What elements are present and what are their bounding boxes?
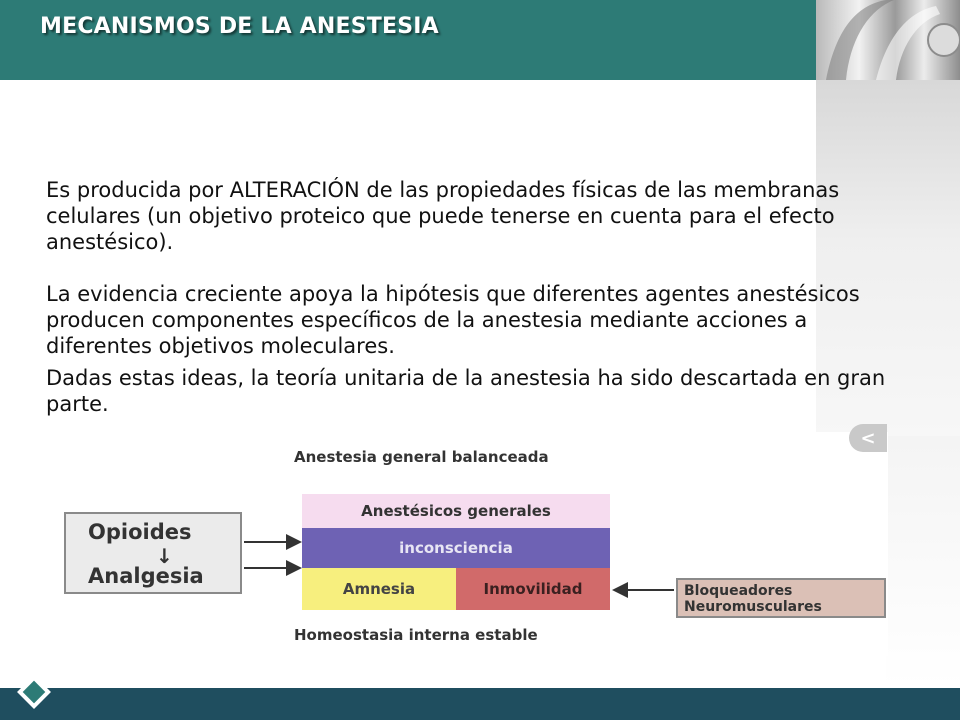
- generales-box: Anestésicos generales: [302, 494, 610, 528]
- bloqueadores-line-2: Neuromusculares: [684, 599, 822, 615]
- inmovilidad-box: Inmovilidad: [456, 568, 610, 610]
- paragraph-1: Es producida por ALTERACIÓN de las propiedades físicas de las membranas celulares (un objetivo proteico que puede tenerse en cuenta para el efecto anestésico).: [46, 178, 840, 254]
- analgesia-label: Analgesia: [88, 564, 204, 588]
- opioides-box: [64, 512, 242, 594]
- inconsciencia-box: inconsciencia: [302, 528, 610, 568]
- diamond-logo-icon: [14, 672, 54, 712]
- bloqueadores-box: [676, 578, 886, 618]
- footer-bar: [0, 688, 960, 720]
- header-bar: [0, 0, 816, 80]
- down-arrow-icon: ↓: [156, 544, 173, 568]
- diagram-footer: Homeostasia interna estable: [294, 626, 538, 644]
- bloqueadores-line-1: Bloqueadores: [684, 583, 793, 599]
- paragraph-2: La evidencia creciente apoya la hipótesis que diferentes agentes anestésicos producen componentes específicos de la anestesia mediante acciones a diferentes objetivos moleculares.: [46, 282, 860, 358]
- collapse-tab[interactable]: <: [849, 424, 887, 452]
- anesthesia-diagram: [56, 432, 888, 656]
- side-strip-lower: [886, 436, 960, 688]
- corner-decoration: [816, 0, 960, 80]
- diagram-title: Anestesia general balanceada: [294, 448, 549, 466]
- amnesia-box: Amnesia: [302, 568, 456, 610]
- paragraph-3: Dadas estas ideas, la teoría unitaria de la anestesia ha sido descartada en gran parte.: [46, 366, 886, 416]
- slide-title: MECANISMOS DE LA ANESTESIA: [40, 14, 439, 39]
- opioides-label: Opioides: [88, 520, 192, 544]
